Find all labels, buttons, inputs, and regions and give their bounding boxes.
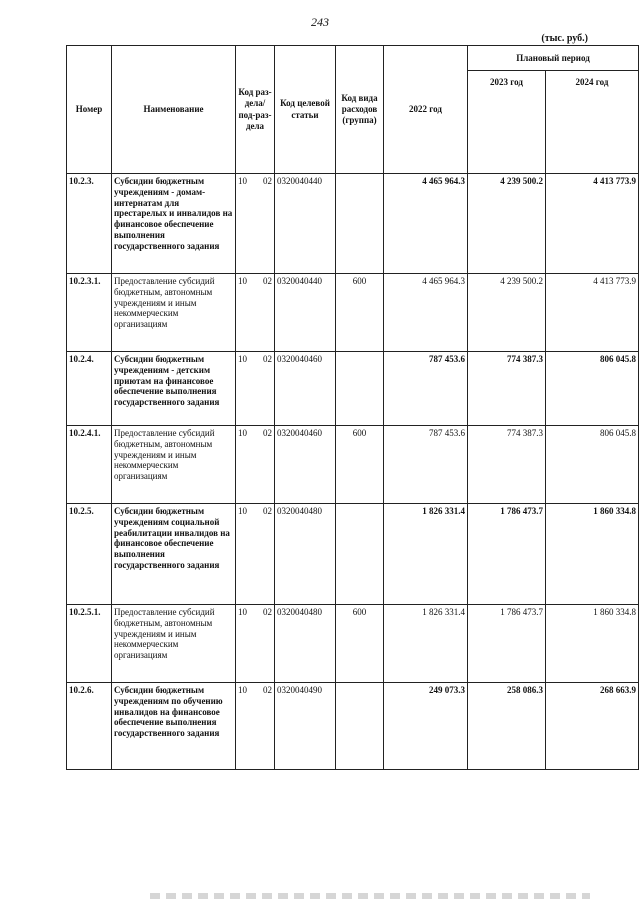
- row-target: 0320040490: [275, 683, 336, 770]
- row-target: 0320040480: [275, 504, 336, 605]
- row-2023: 1 786 473.7: [468, 605, 546, 683]
- row-expense: [336, 174, 384, 274]
- row-expense: [336, 352, 384, 426]
- row-expense: 600: [336, 274, 384, 352]
- header-2024: 2024 год: [546, 71, 639, 174]
- header-target: Код целевой статьи: [275, 46, 336, 174]
- table-row: [67, 352, 639, 426]
- row-2024: 1 860 334.8: [546, 605, 639, 683]
- table-row: [67, 174, 639, 274]
- row-expense: 600: [336, 426, 384, 504]
- row-target: 0320040440: [275, 274, 336, 352]
- row-2022: 4 465 964.3: [384, 274, 468, 352]
- row-number: 10.2.4.1.: [67, 426, 112, 504]
- row-razdel: 10 02: [236, 605, 275, 683]
- row-name: Субсидии бюджетным учреждениям - домам-интернатам для престарелых и инвалидов на финансовое обеспечение выполнения государственного задания: [112, 174, 236, 274]
- row-target: 0320040460: [275, 352, 336, 426]
- header-2022: 2022 год: [384, 46, 468, 174]
- row-razdel: 10 02: [236, 274, 275, 352]
- row-razdel: 10 02: [236, 174, 275, 274]
- row-number: 10.2.3.: [67, 174, 112, 274]
- row-2024: 806 045.8: [546, 352, 639, 426]
- row-name: Субсидии бюджетным учреждениям по обучению инвалидов на финансовое обеспечение выполнения государственного задания: [112, 683, 236, 770]
- row-2022: 1 826 331.4: [384, 605, 468, 683]
- row-number: 10.2.6.: [67, 683, 112, 770]
- row-2023: 4 239 500.2: [468, 174, 546, 274]
- row-target: 0320040460: [275, 426, 336, 504]
- row-expense: [336, 504, 384, 605]
- budget-table: [66, 45, 639, 770]
- row-2022: 787 453.6: [384, 352, 468, 426]
- row-name: Субсидии бюджетным учреждениям социальной реабилитации инвалидов на финансовое обеспечение выполнения государственного задания: [112, 504, 236, 605]
- row-2023: 4 239 500.2: [468, 274, 546, 352]
- table-row: [67, 274, 639, 352]
- header-razdel: Код раз-дела/ под-раз-дела: [236, 46, 275, 174]
- row-2024: 268 663.9: [546, 683, 639, 770]
- row-2023: 774 387.3: [468, 352, 546, 426]
- row-number: 10.2.5.: [67, 504, 112, 605]
- header-expense: Код вида расходов (группа): [336, 46, 384, 174]
- row-target: 0320040480: [275, 605, 336, 683]
- header-2023: 2023 год: [468, 71, 546, 174]
- row-number: 10.2.5.1.: [67, 605, 112, 683]
- table-row: [67, 605, 639, 683]
- row-2022: 249 073.3: [384, 683, 468, 770]
- row-2024: 4 413 773.9: [546, 274, 639, 352]
- row-number: 10.2.3.1.: [67, 274, 112, 352]
- row-target: 0320040440: [275, 174, 336, 274]
- row-2022: 4 465 964.3: [384, 174, 468, 274]
- row-2022: 1 826 331.4: [384, 504, 468, 605]
- header-number: Номер: [67, 46, 112, 174]
- row-name: Предоставление субсидий бюджетным, автономным учреждениям и иным некоммерческим организациям: [112, 426, 236, 504]
- row-expense: 600: [336, 605, 384, 683]
- row-2023: 1 786 473.7: [468, 504, 546, 605]
- row-name: Субсидии бюджетным учреждениям - детским приютам на финансовое обеспечение выполнения государственного задания: [112, 352, 236, 426]
- scan-footer-artifact: [150, 893, 590, 899]
- row-name: Предоставление субсидий бюджетным, автономным учреждениям и иным некоммерческим организациям: [112, 605, 236, 683]
- row-number: 10.2.4.: [67, 352, 112, 426]
- row-2023: 774 387.3: [468, 426, 546, 504]
- row-expense: [336, 683, 384, 770]
- header-name: Наименование: [112, 46, 236, 174]
- row-2024: 4 413 773.9: [546, 174, 639, 274]
- table-row: [67, 426, 639, 504]
- row-2024: 1 860 334.8: [546, 504, 639, 605]
- header-planned: Плановый период: [468, 46, 639, 71]
- table-row: [67, 504, 639, 605]
- row-name: Предоставление субсидий бюджетным, автономным учреждениям и иным некоммерческим организациям: [112, 274, 236, 352]
- row-2023: 258 086.3: [468, 683, 546, 770]
- row-razdel: 10 02: [236, 504, 275, 605]
- row-2024: 806 045.8: [546, 426, 639, 504]
- row-2022: 787 453.6: [384, 426, 468, 504]
- row-razdel: 10 02: [236, 352, 275, 426]
- row-razdel: 10 02: [236, 426, 275, 504]
- page-number: 243: [311, 15, 329, 29]
- row-razdel: 10 02: [236, 683, 275, 770]
- units-label: (тыс. руб.): [541, 33, 588, 44]
- table-row: [67, 683, 639, 770]
